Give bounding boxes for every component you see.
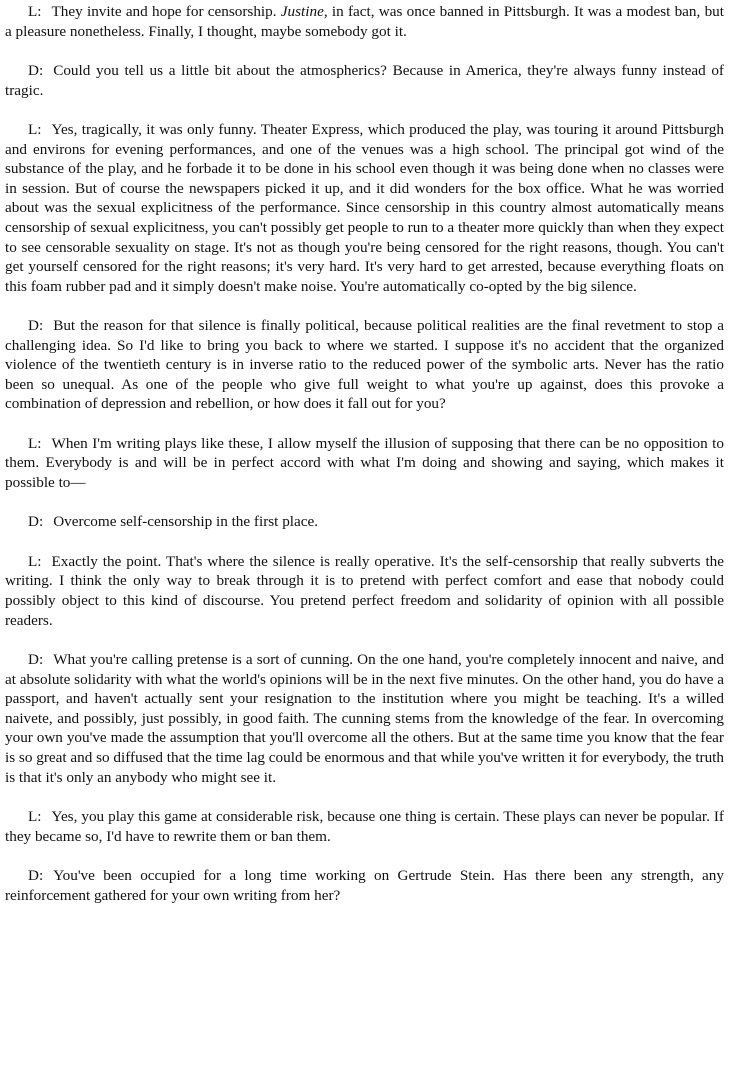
paragraph-text: But the reason for that silence is finally political, because political realities are the final revetment to stop a challenging idea. So I'd like to bring you back to where we started. I suppose it's no accident that the organized violence of the twentieth century is in inverse ratio to the reduced power of the symbolic arts. Never has the ratio been so unequal. As one of the people who give full weight to what you're up against, does this provoke a combination of depression and rebellion, or how does it fall out for you? — [5, 317, 724, 413]
speaker-label: D: — [28, 651, 44, 669]
paragraph-text: Yes, you play this game at considerable risk, because one thing is certain. These plays can never be popular. If they became so, I'd have to rewrite them or ban them. — [5, 807, 724, 845]
book-title: Justine, — [280, 3, 328, 20]
paragraph-text: Overcome self-censorship in the first place. — [53, 513, 319, 531]
interview-paragraph — [5, 316, 724, 414]
paragraph-text-continued: in fact, was once banned in Pittsburgh. It was a modest ban, but a pleasure nonetheless. Finally, I thought, maybe somebody got it. — [5, 3, 724, 40]
speaker-label: D: — [28, 317, 44, 335]
interview-paragraph — [5, 2, 724, 41]
interview-paragraph — [5, 807, 724, 846]
interview-paragraph — [5, 434, 724, 493]
interview-paragraph — [5, 866, 724, 905]
paragraph-text: You've been occupied for a long time working on Gertrude Stein. Has there been any strength, any reinforcement gathered for your own writing from her? — [5, 866, 724, 904]
interview-paragraph — [5, 120, 724, 296]
interview-paragraph — [5, 512, 724, 532]
paragraph-text: They invite and hope for censorship. — [51, 3, 281, 20]
paragraph-text: Yes, tragically, it was only funny. Theater Express, which produced the play, was touring it around Pittsburgh and environs for evening performances, and one of the venues was a high school. The principal got wind of the substance of the play, and he forbade it to be done in his school even though it was being done when no classes were in session. But of course the newspapers picked it up, and it did wonders for the box office. What he was worried about was the sexual explicitness of the performance. Since censorship in this country almost automatically means censorship of sexual explicitness, you can't possibly get people to run to a theater more quickly than when they expect to see censorable sexuality on stage. It's not as though you're being censored for the right reasons, though. You can't get yourself censored for the right reasons; it's very hard. It's very hard to get arrested, because everything floats on this foam rubber pad and it simply doesn't make noise. You're automatically co-opted by the big silence. — [5, 120, 724, 295]
paragraph-text: When I'm writing plays like these, I allow myself the illusion of supposing that there can be no opposition to them. Everybody is and will be in perfect accord with what I'm doing and showing and saying, which makes it possible to— — [5, 434, 724, 492]
speaker-label: D: — [28, 866, 44, 884]
interview-paragraph — [5, 650, 724, 787]
speaker-label: L: — [28, 552, 42, 570]
interview-paragraph — [5, 552, 724, 630]
interview-paragraph — [5, 61, 724, 100]
paragraph-text: Exactly the point. That's where the silence is really operative. It's the self-censorship that really subverts the writing. I think the only way to break through it is to pretend with perfect comfort and ease that nobody could possibly object to this kind of discourse. You pretend perfect freedom and solidarity of opinion with all possible readers. — [5, 552, 724, 629]
speaker-label: D: — [28, 61, 44, 79]
speaker-label: D: — [28, 513, 44, 531]
speaker-label: L: — [28, 807, 42, 825]
speaker-label: L: — [28, 3, 42, 20]
paragraph-text: What you're calling pretense is a sort of cunning. On the one hand, you're completely innocent and naive, and at absolute solidarity with what the world's opinions will be in the next five minutes. On the other hand, you do have a passport, and haven't actually sent your resignation to the institution where you might be teaching. It's a willed naivete, and possibly, just possibly, in good faith. The cunning stems from the knowledge of the fear. In overcoming your own you've made the assumption that you'll overcome all the others. But at the same time you know that the fear is so great and so diffused that the time lag could be enormous and that while you've written it for everybody, the truth is that it's only an anybody who might see it. — [5, 651, 724, 786]
paragraph-text: Could you tell us a little bit about the atmospherics? Because in America, they're always funny instead of tragic. — [5, 61, 724, 99]
speaker-label: L: — [28, 120, 42, 138]
speaker-label: L: — [28, 434, 42, 452]
document-page — [5, 2, 724, 925]
